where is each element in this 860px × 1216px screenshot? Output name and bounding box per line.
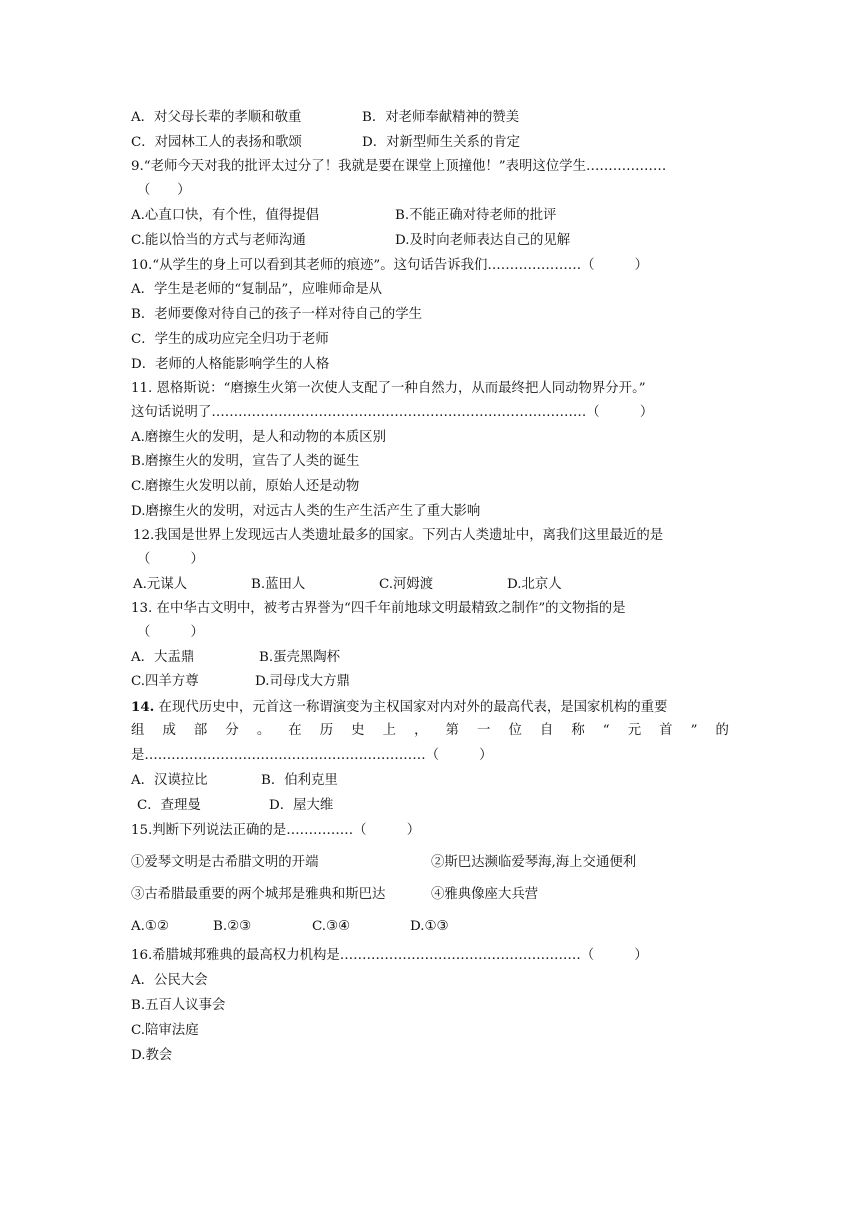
q13-options-row1 <box>131 648 341 668</box>
statement-2: ②斯巴达濒临爱琴海,海上交通便利 <box>431 855 637 870</box>
option-d: D．老师的人格能影响学生的人格 <box>131 357 330 372</box>
option-c: C.陪审法庭 <box>131 1023 199 1038</box>
question-char: 组 <box>131 723 145 738</box>
statement-3: ③古希腊最重要的两个城邦是雅典和斯巴达 <box>131 887 386 902</box>
q16-option-c <box>131 1021 199 1041</box>
question-16 <box>131 946 648 966</box>
question-text: 13. 在中华古文明中，被考古界誉为“四千年前地球文明最精致之制作”的文物指的是 <box>131 601 626 616</box>
q16-option-d <box>131 1046 172 1066</box>
q15-options <box>131 917 449 937</box>
q11-option-c <box>131 477 359 497</box>
question-13 <box>131 599 626 619</box>
question-char: 的 <box>715 723 729 738</box>
answer-blank: （ ） <box>137 183 191 198</box>
option-d: D.及时向老师表达自己的见解 <box>395 233 571 248</box>
question-9-answer-blank <box>137 181 191 201</box>
option-b: B．对老师奉献精神的赞美 <box>362 110 520 125</box>
question-text: 11. 恩格斯说：“磨擦生火第一次使人支配了一种自然力，从而最终把人同动物界分开。” <box>131 381 646 396</box>
question-char: 在 <box>288 723 302 738</box>
question-9 <box>131 157 666 177</box>
option-a: A．对父母长辈的孝顺和敬重 <box>131 110 302 125</box>
option-b: B.五百人议事会 <box>131 998 226 1013</box>
question-15 <box>131 821 420 841</box>
option-d: D．对新型师生关系的肯定 <box>362 135 521 150</box>
option-d: D.磨擦生火的发明，对远古人类的生产生活产生了重大影响 <box>131 504 481 519</box>
question-number: 14. <box>131 699 155 715</box>
question-char: 分 <box>225 723 239 738</box>
option-d: D.教会 <box>131 1048 173 1063</box>
question-char: 称 <box>571 723 585 738</box>
q14-options-row2 <box>137 796 334 816</box>
q10-option-b <box>131 305 422 325</box>
option-b: B．伯利克里 <box>261 773 338 788</box>
q10-option-d <box>131 355 329 375</box>
q10-option-c <box>131 330 329 350</box>
question-11 <box>131 379 646 399</box>
question-text: 9.“老师今天对我的批评太过分了！我就是要在课堂上顶撞他！”表明这位学生……………… <box>131 159 667 174</box>
q11-option-d <box>131 502 480 522</box>
question-char: 成 <box>162 723 176 738</box>
option-b: B.蓝田人 <box>251 577 306 592</box>
option-a: A.心直口快，有个性，值得提倡 <box>131 208 320 223</box>
option-a: A．大盂鼎 <box>131 650 195 665</box>
option-a: A.元谋人 <box>133 577 188 592</box>
question-char: 部 <box>193 723 208 738</box>
question-char: 历 <box>319 723 334 738</box>
option-d: D.①③ <box>410 919 449 934</box>
question-text: 这句话说明了…………………………………………………………………………（ ） <box>131 405 654 420</box>
question-text: 10.“从学生的身上可以看到其老师的痕迹”。这句话告诉我们…………………（ ） <box>131 258 649 273</box>
question-char: 首 <box>659 723 673 738</box>
q16-option-b <box>131 996 225 1016</box>
option-a: A．学生是老师的“复制品”，应唯师命是从 <box>131 282 383 297</box>
question-char: “ <box>602 723 610 738</box>
question-char: ” <box>690 723 698 738</box>
option-c: C.四羊方尊 <box>131 674 199 689</box>
option-c: C.河姆渡 <box>379 577 434 592</box>
question-text: 15.判断下列说法正确的是……………（ ） <box>131 823 421 838</box>
q10-option-a <box>131 280 382 300</box>
option-c: C.③④ <box>312 919 351 934</box>
answer-blank: （ ） <box>137 552 204 567</box>
question-char: 位 <box>508 723 522 738</box>
option-a: A．汉谟拉比 <box>131 773 208 788</box>
question-12 <box>133 526 663 546</box>
q15-statements-row2 <box>131 885 539 905</box>
question-char: 第 <box>445 723 459 738</box>
question-text: 16.希腊城邦雅典的最高权力机构是………………………………………………（ ） <box>131 948 648 963</box>
q8-options-row1 <box>131 108 520 128</box>
question-char: 。 <box>256 723 271 738</box>
question-13-answer-blank <box>137 623 204 643</box>
option-c: C.能以恰当的方式与老师沟通 <box>131 233 306 248</box>
option-b: B.磨擦生火的发明，宣告了人类的诞生 <box>131 454 360 469</box>
statement-1: ①爱琴文明是古希腊文明的开端 <box>131 855 319 870</box>
question-char: 上 <box>382 723 397 738</box>
question-11-continued <box>131 403 653 423</box>
statement-4: ④雅典像座大兵营 <box>431 887 539 902</box>
question-char: 史 <box>351 723 365 738</box>
question-text: 在现代历史中，元首这一称谓演变为主权国家对内对外的最高代表，是国家机构的重要 <box>154 700 668 715</box>
option-c: C.磨擦生火发明以前，原始人还是动物 <box>131 479 360 494</box>
q15-statements-row1 <box>131 853 637 873</box>
option-a: A.磨擦生火的发明，是人和动物的本质区别 <box>131 430 386 445</box>
question-char: ， <box>414 723 428 738</box>
answer-blank: （ ） <box>137 625 204 640</box>
q14-options-row1 <box>131 771 338 791</box>
question-text: 是………………………………………………………（ ） <box>131 748 493 763</box>
option-c: C．对园林工人的表扬和歌颂 <box>131 135 302 150</box>
question-14-tail <box>131 746 493 766</box>
question-14 <box>131 697 667 717</box>
question-14-continued <box>131 721 729 741</box>
q9-options-row2 <box>131 231 571 251</box>
option-d: D.北京人 <box>507 577 562 592</box>
question-char: 元 <box>627 723 642 738</box>
q12-options <box>133 575 562 595</box>
option-b: B.蛋壳黑陶杯 <box>259 650 341 665</box>
option-b: B.②③ <box>213 919 252 934</box>
question-char: 一 <box>476 723 491 738</box>
option-a: A．公民大会 <box>131 973 208 988</box>
question-12-answer-blank <box>137 550 204 570</box>
q11-option-a <box>131 428 386 448</box>
question-10 <box>131 256 648 276</box>
q8-options-row2 <box>131 133 521 153</box>
q13-options-row2 <box>131 672 350 692</box>
option-c: C．查理曼 <box>137 798 201 813</box>
option-a: A.①② <box>131 919 169 934</box>
question-char: 自 <box>539 723 554 738</box>
question-text: 12.我国是世界上发现远古人类遗址最多的国家。下列古人类遗址中，离我们这里最近的是 <box>133 528 664 543</box>
option-b: B．老师要像对待自己的孩子一样对待自己的学生 <box>131 307 423 322</box>
option-c: C．学生的成功应完全归功于老师 <box>131 332 329 347</box>
q11-option-b <box>131 452 359 472</box>
option-d: D．屋大维 <box>269 798 334 813</box>
option-d: D.司母戊大方鼎 <box>255 674 350 689</box>
option-b: B.不能正确对待老师的批评 <box>395 208 557 223</box>
q16-option-a <box>131 971 208 991</box>
q9-options-row1 <box>131 206 557 226</box>
